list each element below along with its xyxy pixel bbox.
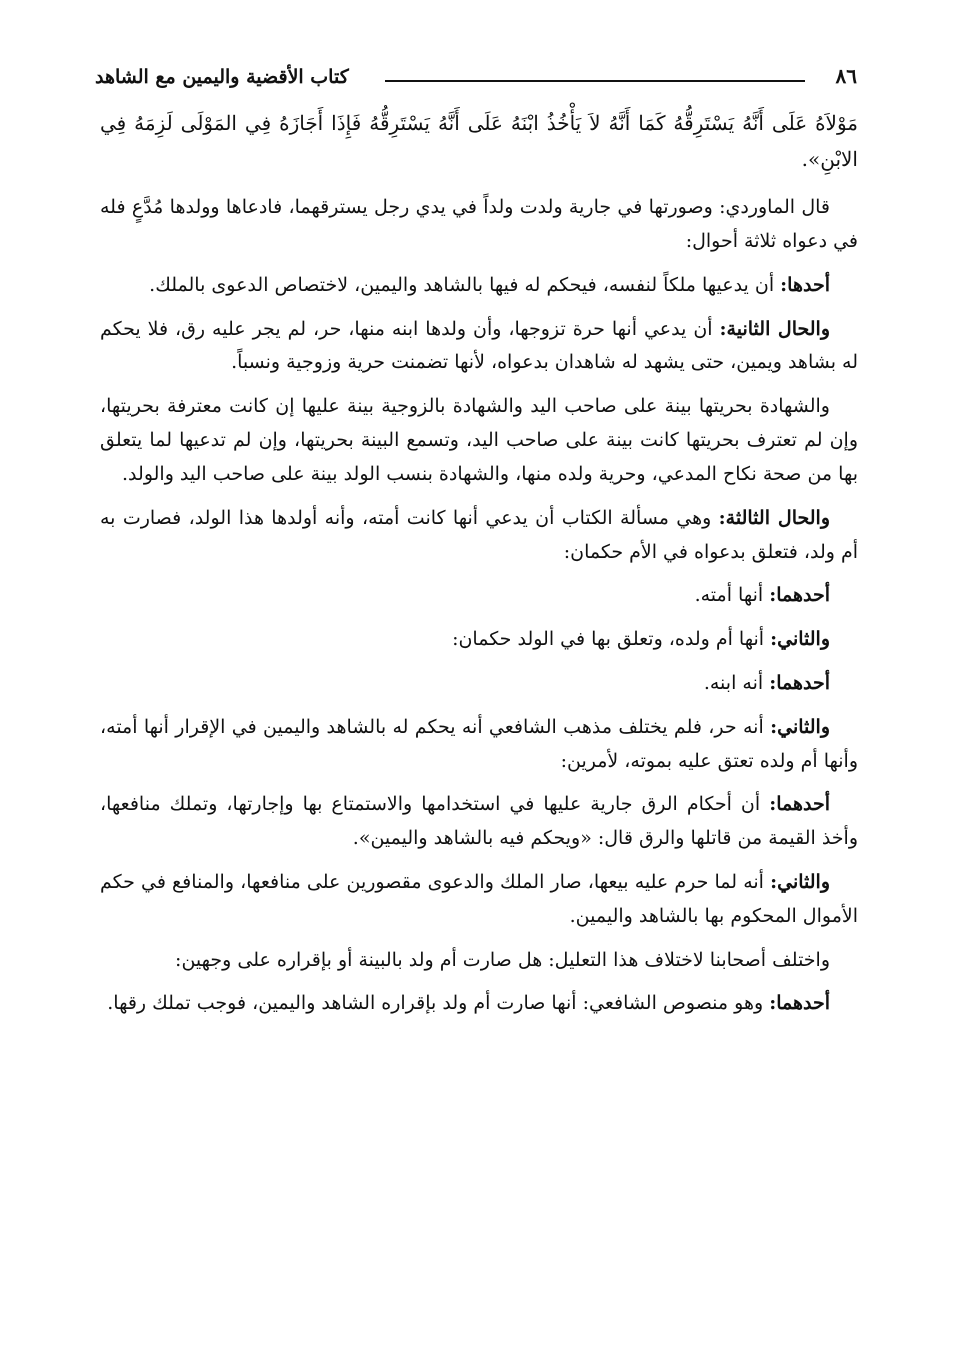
paragraph-text: وهي مسألة الكتاب أن يدعي أنها كانت أمته، وأنه أولدها هذا الولد، فصارت به أم ولد، فتعلق بدعواه في الأم حكمان: <box>100 506 858 563</box>
paragraph-text: وهو منصوص الشافعي: أنها صارت أم ولد بإقراره الشاهد واليمين، فوجب تملك رقها. <box>107 992 770 1015</box>
paragraph-11 <box>100 788 858 856</box>
paragraph-lead: أحدهما: <box>769 671 830 694</box>
paragraph-text: مَوْلاَهُ عَلَى أَنَّهُ يَسْتَرِقُّهُ كَمَا أَنَّهُ لاَ يَأْخُذُ ابْنَهُ عَلَى أَنَّهُ يَسْتَرِقُّهُ فَإِذَا أَجَازَهُ فِي المَوْلَى لَزِمَهُ فِي الابْنِ». <box>100 111 858 171</box>
paragraph-3 <box>100 269 858 303</box>
paragraph-lead: والثاني: <box>770 628 830 651</box>
paragraph-9 <box>100 667 858 701</box>
paragraph-text: أنه ابنه. <box>703 671 770 694</box>
paragraph-8 <box>100 623 858 657</box>
paragraph-10 <box>100 711 858 779</box>
paragraph-text: أنها أمته. <box>694 584 770 607</box>
paragraph-4 <box>100 313 858 381</box>
body-text <box>100 106 858 1031</box>
paragraph-lead: أحدهما: <box>769 992 830 1015</box>
paragraph-6 <box>100 502 858 570</box>
paragraph-lead: والثاني: <box>770 715 830 738</box>
paragraph-lead: أحدهما: <box>769 584 830 607</box>
paragraph-text: أن يدعيها ملكاً لنفسه، فيحكم له فيها بالشاهد واليمين، لاختصاص الدعوى بالملك. <box>149 273 781 296</box>
paragraph-lead: أحدهما: <box>769 793 830 816</box>
paragraph-text: والشهادة بحريتها بينة على صاحب اليد والشهادة بالزوجية بينة عليها إن كانت معترفة بحريتها، وإن لم تعترف بحريتها كانت بينة على صاحب اليد، وتسمع البينة بحريتها، وإن لم تدعيها لما يتعلق بها من صحة نكاح المدعي، وحرية ولده منها، والشهادة بنسب الولد بينة على صاحب اليد والولد. <box>100 395 858 485</box>
paragraph-text: واختلف أصحابنا لاختلاف هذا التعليل: هل صارت أم ولد بالبينة أو بإقراره على وجهين: <box>175 948 830 971</box>
paragraph-lead: أحدها: <box>780 273 830 296</box>
paragraph-7 <box>100 579 858 613</box>
paragraph-text: أن يدعي أنها حرة تزوجها، وأن ولدها ابنه منها، حر، لم يجر عليه رق، فلا يحكم له بشاهد ويمين، حتى يشهد له شاهدان بدعواه، لأنها تضمنت حرية وزوجية ونسباً. <box>100 317 858 374</box>
paragraph-lead: والحال الثالثة: <box>718 506 831 529</box>
paragraph-1 <box>100 106 858 177</box>
page-number: ٨٦ <box>835 64 857 88</box>
paragraph-lead: والثاني: <box>770 871 830 893</box>
paragraph-13 <box>100 944 858 978</box>
paragraph-14 <box>100 987 858 1021</box>
running-title: كتاب الأقضية واليمين مع الشاهد <box>95 66 349 88</box>
paragraph-2 <box>100 191 858 259</box>
header-rule <box>385 80 805 82</box>
running-header <box>95 60 857 94</box>
paragraph-text: أنها أم ولده، وتعلق بها في الولد حكمان: <box>452 628 771 651</box>
paragraph-text: أنه حر، فلم يختلف مذهب الشافعي أنه يحكم له بالشاهد واليمين في الإقرار أنها أمته، وأنها أم ولده تعتق عليه بموته، لأمرين: <box>100 715 858 772</box>
paragraph-text: أنه لما حرم عليه بيعها، صار الملك والدعوى مقصورين على منافعها، والمنافع في حكم الأموال المحكوم بها بالشاهد واليمين. <box>100 871 858 927</box>
paragraph-12 <box>100 866 858 934</box>
paragraph-lead: والحال الثانية: <box>719 317 831 340</box>
paragraph-text: قال الماوردي: وصورتها في جارية ولدت ولداً في يدي رجل يسترقهما، فادعاها وولدها مُدَّعٍ فله في دعواه ثلاثة أحوال: <box>100 196 858 252</box>
paragraph-5 <box>100 390 858 491</box>
paragraph-text: أن أحكام الرق جارية عليها في استخدامها والاستمتاع بها وإجارتها، وتملك منافعها، وأخذ القيمة من قاتلها والرق قال: «ويحكم فيه بالشاهد واليمين». <box>100 793 858 850</box>
